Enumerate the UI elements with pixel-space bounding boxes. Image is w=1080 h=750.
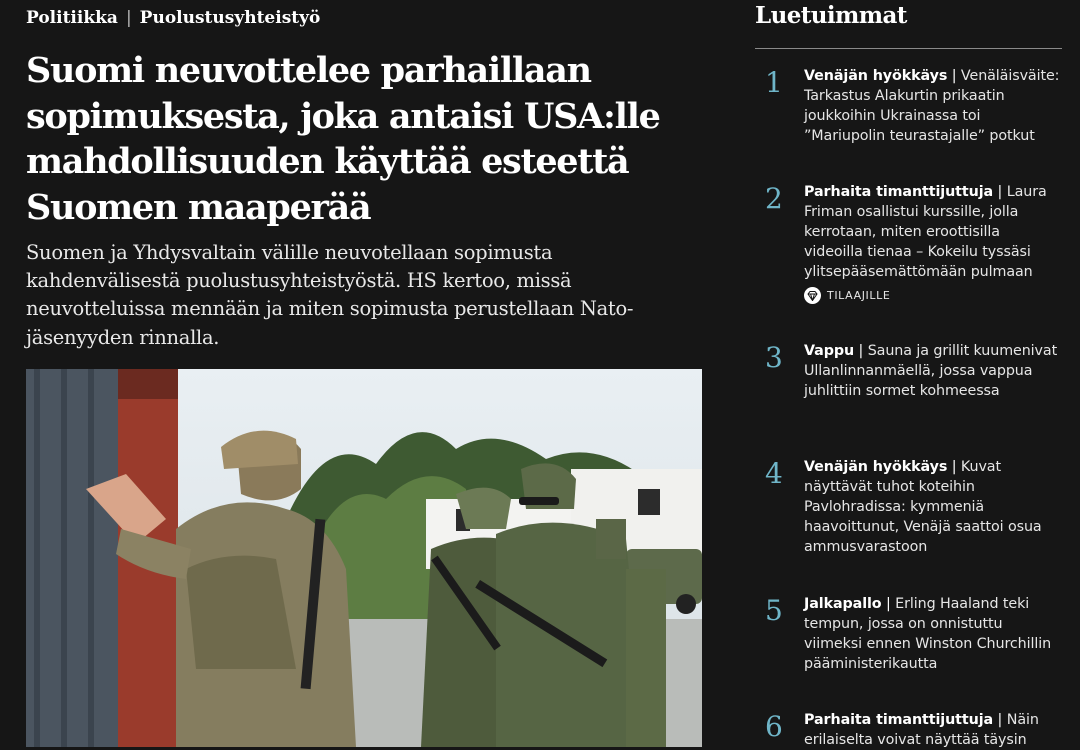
item-text-block[interactable] (804, 341, 1062, 401)
item-separator: | (997, 712, 1003, 728)
item-number: 2 (765, 182, 783, 215)
article-photo[interactable] (26, 369, 702, 747)
sidebar-divider (755, 48, 1062, 49)
item-text-block[interactable] (804, 182, 1062, 282)
item-text-block[interactable] (804, 710, 1062, 750)
item-separator: | (951, 68, 957, 84)
item-title: Erling Haaland teki tempun, jossa on onnistuttu viimeksi ennen Winston Churchillin pääministerikautta (804, 596, 1052, 672)
article-headline[interactable]: Suomi neuvottelee parhaillaan sopimuksesta, joka antaisi USA:lle mahdollisuuden käyttää esteettä Suomen maaperää (26, 50, 660, 228)
item-title: Venäläisväite: Tarkastus Alakurtin prikaatin joukkoihin Ukrainassa toi ”Mariupolin teurastajalle” potkut (804, 68, 1060, 144)
item-separator: | (885, 596, 891, 612)
item-title: Laura Friman osallistui kurssille, jolla kerrotaan, miten eroottisilla videoilla tienaa – Kokeilu tyssäsi ylitsepääsemättömään pulmaan (804, 184, 1047, 280)
item-separator: | (858, 343, 864, 359)
item-topic: Jalkapallo (804, 596, 882, 612)
subscriber-badge (804, 287, 890, 304)
sidebar-title: Luetuimmat (755, 2, 907, 29)
item-number: 6 (765, 710, 783, 743)
item-text-block[interactable] (804, 594, 1062, 674)
item-title: Kuvat näyttävät tuhot koteihin Pavlohradissa: kymmeniä haavoittunut, Venäjä saattoi osua ammusvarastoon (804, 459, 1042, 555)
breadcrumb-subsection[interactable]: Puolustusyhteistyö (139, 8, 321, 28)
item-text-block[interactable] (804, 457, 1062, 557)
subscriber-badge-label: TILAAJILLE (827, 289, 891, 302)
item-topic: Parhaita timanttijuttuja (804, 184, 994, 200)
item-topic: Vappu (804, 343, 855, 359)
item-number: 3 (765, 341, 783, 374)
item-separator: | (951, 459, 957, 475)
breadcrumb-separator: | (125, 8, 132, 28)
item-topic: Parhaita timanttijuttuja (804, 712, 994, 728)
item-title: Sauna ja grillit kuumenivat Ullanlinnanmäellä, jossa vappua juhlittiin sormet kohmeessa (804, 343, 1058, 399)
item-text-block[interactable] (804, 66, 1062, 146)
breadcrumb (26, 8, 320, 28)
breadcrumb-section[interactable]: Politiikka (26, 8, 118, 28)
item-topic: Venäjän hyökkäys (804, 459, 948, 475)
item-number: 4 (765, 457, 783, 490)
soldiers-photo-image (26, 369, 702, 747)
item-topic: Venäjän hyökkäys (804, 68, 948, 84)
article-lead: Suomen ja Yhdysvaltain välille neuvotellaan sopimusta kahdenvälisestä puolustusyhteistyöstä. HS kertoo, missä neuvotteluissa mennään ja miten sopimusta perustellaan Nato-jäsenyyden rinnalla. (26, 241, 634, 349)
item-number: 1 (765, 66, 783, 99)
item-number: 5 (765, 594, 783, 627)
diamond-icon (804, 287, 821, 304)
item-separator: | (997, 184, 1003, 200)
item-title: Näin erilaiselta voivat näyttää täysin (804, 712, 1039, 748)
